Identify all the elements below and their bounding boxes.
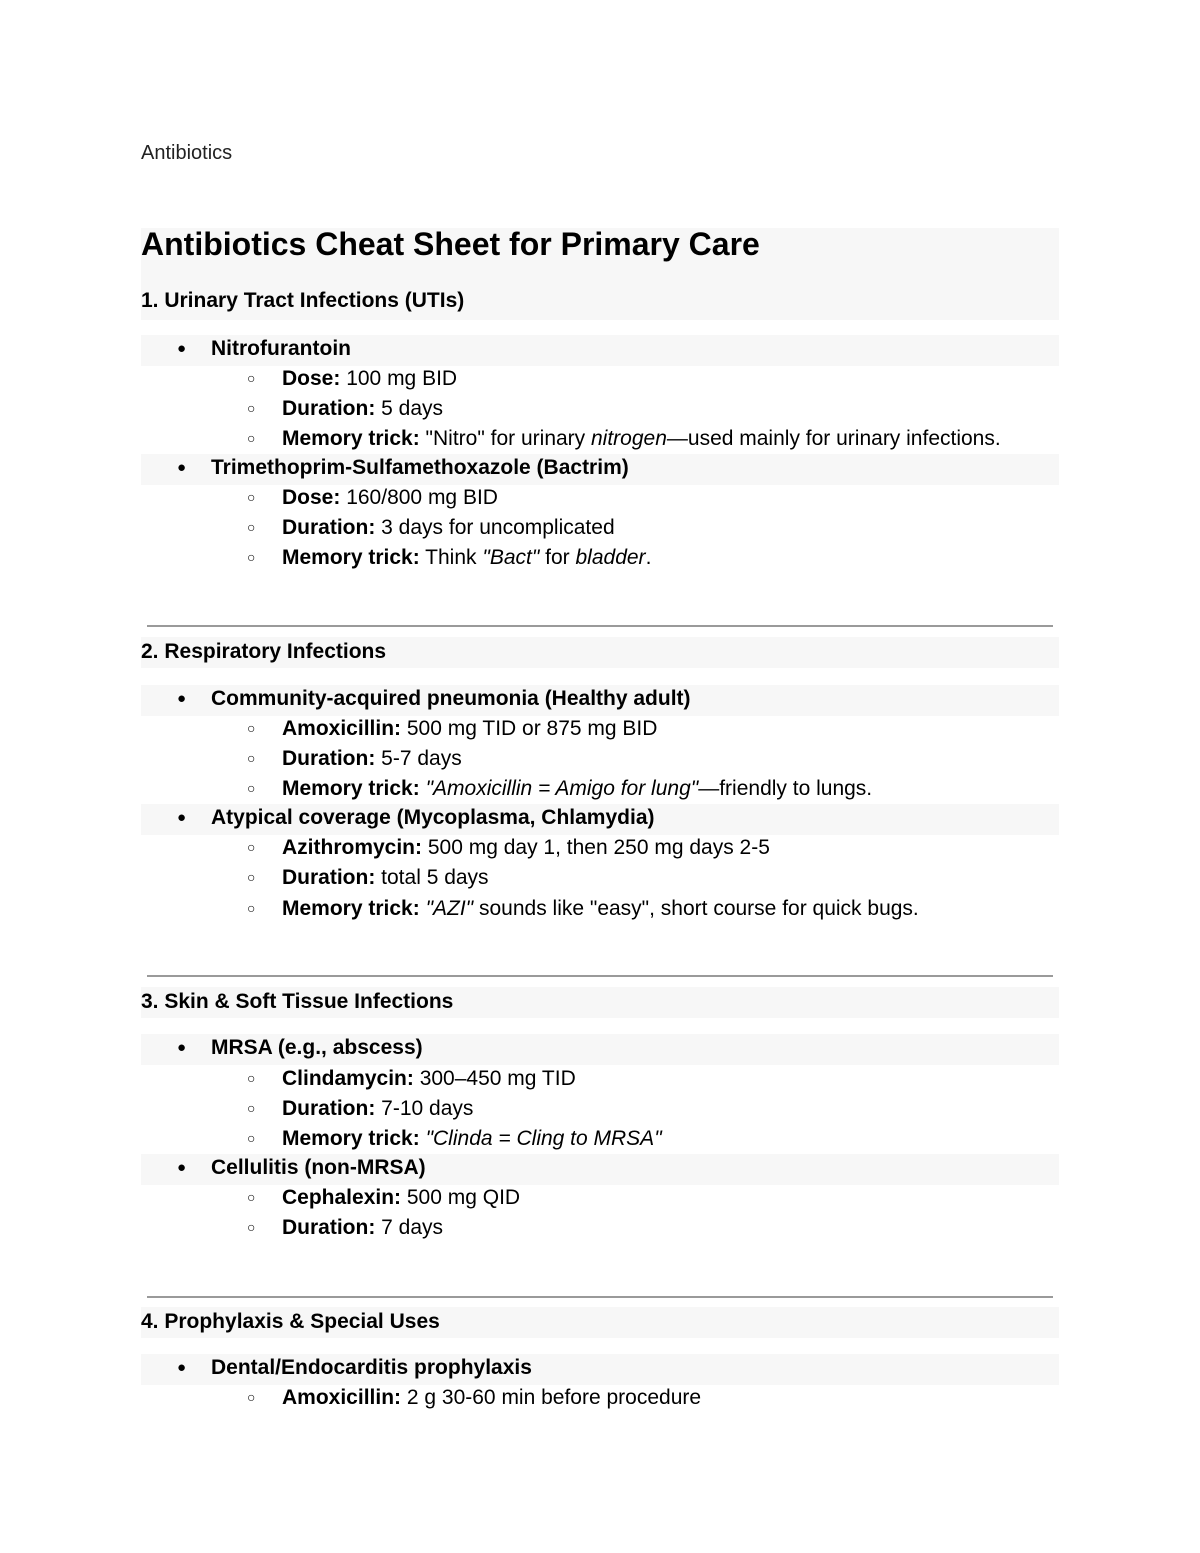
detail-row	[247, 427, 1001, 451]
list-item	[177, 1356, 532, 1380]
bullet-circle-icon: ○	[247, 750, 256, 766]
detail-row	[247, 1386, 701, 1410]
detail-label: Duration:	[282, 397, 376, 420]
section-heading-prophylaxis: 4. Prophylaxis & Special Uses	[141, 1310, 440, 1333]
bullet-circle-icon: ○	[247, 430, 256, 446]
detail-label: Dose:	[282, 367, 341, 390]
detail-label: Duration:	[282, 516, 376, 539]
bullet-circle-icon: ○	[247, 1389, 256, 1405]
item-name: Trimethoprim-Sulfamethoxazole (Bactrim)	[211, 456, 629, 479]
bullet-dot-icon: ●	[177, 459, 187, 476]
detail-label: Azithromycin:	[282, 836, 423, 859]
detail-value: 300–450 mg TID	[413, 1067, 576, 1090]
section-divider	[147, 625, 1053, 627]
detail-row	[247, 1127, 662, 1151]
detail-label: Memory trick:	[282, 427, 420, 450]
list-item	[177, 687, 691, 711]
detail-value: —friendly to lungs.	[698, 777, 873, 800]
detail-row	[247, 546, 651, 570]
item-name: Nitrofurantoin	[211, 337, 351, 360]
detail-value: 100 mg BID	[340, 367, 458, 390]
bullet-dot-icon: ●	[177, 1039, 187, 1056]
detail-label: Memory trick:	[282, 897, 420, 920]
bullet-circle-icon: ○	[247, 1189, 256, 1205]
bullet-circle-icon: ○	[247, 1100, 256, 1116]
detail-italic: nitrogen	[591, 427, 667, 450]
bullet-dot-icon: ●	[177, 690, 187, 707]
section-heading-skin: 3. Skin & Soft Tissue Infections	[141, 990, 454, 1013]
bullet-circle-icon: ○	[247, 549, 256, 565]
detail-row	[247, 747, 462, 771]
page-header: Antibiotics	[141, 142, 233, 164]
section-divider	[147, 1296, 1053, 1298]
detail-row	[247, 777, 872, 801]
detail-value: 7 days	[375, 1216, 444, 1239]
bullet-dot-icon: ●	[177, 809, 187, 826]
section-heading-respiratory: 2. Respiratory Infections	[141, 640, 387, 663]
detail-value: —used mainly for urinary infections.	[666, 427, 1001, 450]
detail-label: Duration:	[282, 1216, 376, 1239]
bullet-circle-icon: ○	[247, 370, 256, 386]
detail-italic: "Bact"	[482, 546, 540, 569]
detail-row	[247, 1216, 443, 1240]
detail-italic: bladder	[575, 546, 646, 569]
detail-label: Duration:	[282, 1097, 376, 1120]
detail-label: Memory trick:	[282, 1127, 420, 1150]
bullet-circle-icon: ○	[247, 839, 256, 855]
section-divider	[147, 975, 1053, 977]
document-title: Antibiotics Cheat Sheet for Primary Care	[141, 226, 760, 262]
detail-label: Dose:	[282, 486, 341, 509]
detail-label: Memory trick:	[282, 777, 420, 800]
bullet-circle-icon: ○	[247, 400, 256, 416]
detail-value: .	[645, 546, 652, 569]
detail-label: Amoxicillin:	[282, 717, 402, 740]
list-item	[177, 1156, 426, 1180]
detail-value: sounds like "easy", short course for quick bugs.	[473, 897, 919, 920]
bullet-dot-icon: ●	[177, 1159, 187, 1176]
detail-label: Amoxicillin:	[282, 1386, 402, 1409]
detail-row	[247, 1097, 473, 1121]
bullet-circle-icon: ○	[247, 720, 256, 736]
detail-row	[247, 1067, 576, 1091]
detail-value: 7-10 days	[375, 1097, 474, 1120]
detail-row	[247, 367, 457, 391]
item-name: Community-acquired pneumonia (Healthy adult)	[211, 687, 691, 710]
detail-value: 5-7 days	[375, 747, 462, 770]
detail-label: Clindamycin:	[282, 1067, 414, 1090]
detail-label: Duration:	[282, 747, 376, 770]
detail-row	[247, 516, 615, 540]
detail-italic: "Amoxicillin = Amigo for lung"	[425, 777, 699, 800]
bullet-circle-icon: ○	[247, 1070, 256, 1086]
detail-row	[247, 836, 770, 860]
detail-value: 500 mg day 1, then 250 mg days 2-5	[422, 836, 770, 859]
detail-row	[247, 717, 657, 741]
detail-row	[247, 897, 919, 921]
detail-row	[247, 397, 443, 421]
bullet-circle-icon: ○	[247, 900, 256, 916]
detail-value: 5 days	[375, 397, 444, 420]
detail-label: Cephalexin:	[282, 1186, 402, 1209]
detail-row	[247, 866, 489, 890]
list-item	[177, 337, 351, 361]
detail-value: "Nitro" for urinary	[419, 427, 591, 450]
detail-value: 500 mg TID or 875 mg BID	[401, 717, 658, 740]
list-item	[177, 806, 655, 830]
detail-value: total 5 days	[375, 866, 489, 889]
bullet-circle-icon: ○	[247, 1130, 256, 1146]
bullet-circle-icon: ○	[247, 519, 256, 535]
detail-italic: "AZI"	[425, 897, 474, 920]
list-item	[177, 1036, 423, 1060]
detail-row	[247, 1186, 520, 1210]
item-name: MRSA (e.g., abscess)	[211, 1036, 423, 1059]
item-name: Cellulitis (non-MRSA)	[211, 1156, 426, 1179]
bullet-circle-icon: ○	[247, 869, 256, 885]
bullet-circle-icon: ○	[247, 1219, 256, 1235]
detail-value: 2 g 30-60 min before procedure	[401, 1386, 702, 1409]
bullet-dot-icon: ●	[177, 1359, 187, 1376]
detail-value: 160/800 mg BID	[340, 486, 498, 509]
bullet-circle-icon: ○	[247, 489, 256, 505]
item-name: Dental/Endocarditis prophylaxis	[211, 1356, 532, 1379]
section-heading-uti: 1. Urinary Tract Infections (UTIs)	[141, 289, 465, 312]
detail-value: 500 mg QID	[401, 1186, 521, 1209]
detail-row	[247, 486, 498, 510]
list-item	[177, 456, 629, 480]
detail-value: for	[539, 546, 576, 569]
detail-value: Think	[419, 546, 483, 569]
item-name: Atypical coverage (Mycoplasma, Chlamydia)	[211, 806, 655, 829]
bullet-circle-icon: ○	[247, 780, 256, 796]
detail-value: 3 days for uncomplicated	[375, 516, 615, 539]
detail-label: Duration:	[282, 866, 376, 889]
detail-label: Memory trick:	[282, 546, 420, 569]
detail-italic: "Clinda = Cling to MRSA"	[425, 1127, 662, 1150]
bullet-dot-icon: ●	[177, 340, 187, 357]
